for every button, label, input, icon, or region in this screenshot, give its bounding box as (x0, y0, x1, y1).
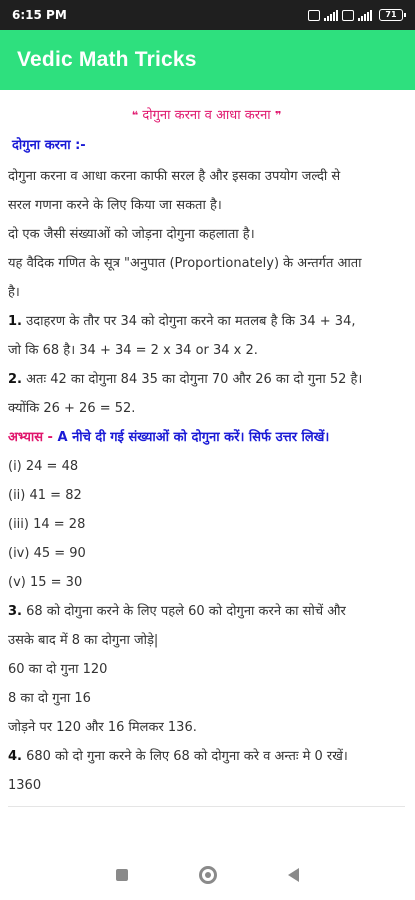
home-circle-icon[interactable] (199, 866, 217, 884)
app-bar (0, 30, 415, 90)
intro-line: सरल गणना करने के लिए किया जा सकता है। (8, 198, 222, 213)
answer-item: (iii) 14 = 28 (8, 517, 86, 532)
point-number: 2. (8, 372, 22, 387)
section-title (8, 105, 405, 123)
back-triangle-icon[interactable] (288, 868, 299, 882)
subhead-doubling: दोगुना करना :- (12, 138, 86, 153)
status-bar (0, 0, 415, 30)
answer-item: (v) 15 = 30 (8, 575, 83, 590)
signal-icon (324, 10, 338, 21)
exercise-heading (8, 423, 405, 452)
intro-line: दोगुना करना व आधा करना काफी सरल है और इसका उपयोग जल्दी से (8, 169, 341, 184)
point-4 (8, 742, 405, 771)
battery-icon: 71 (379, 9, 403, 21)
system-nav-bar (0, 850, 415, 900)
article-content[interactable] (0, 90, 415, 850)
point-text: अतः 42 का दोगुना 84 35 का दोगुना 70 और 26 का दो गुना 52 है। (21, 372, 363, 387)
step-line: जोड़ने पर 120 और 16 मिलकर 136. (8, 720, 197, 735)
signal-icon (358, 10, 372, 21)
status-icons (308, 9, 403, 21)
point-text: 680 को दो गुना करने के लिए 68 को दोगुना करे व अन्तः मे 0 रखें। (21, 749, 348, 764)
status-time: 6:15 PM (12, 8, 67, 22)
sim-icon (342, 10, 354, 21)
point-3-continued: उसके बाद में 8 का दोगुना जोड़े| (8, 633, 159, 648)
point-2-continued: क्योंकि 26 + 26 = 52. (8, 401, 136, 416)
point-number: 1. (8, 314, 22, 329)
section-title-text: दोगुना करना व आधा करना (142, 108, 271, 123)
step-line: 60 का दो गुना 120 (8, 662, 108, 677)
answer-item: (i) 24 = 48 (8, 459, 79, 474)
point-1 (8, 307, 405, 336)
point-4-answer: 1360 (8, 778, 42, 793)
point-1-continued: जो कि 68 है। 34 + 34 = 2 x 34 or 34 x 2. (8, 343, 258, 358)
recents-square-icon[interactable] (116, 869, 128, 881)
sutra-line: है। (8, 285, 20, 300)
point-2 (8, 365, 405, 394)
definition-line: दो एक जैसी संख्याओं को जोड़ना दोगुना कहलाता है। (8, 227, 255, 242)
exercise-text: A नीचे दी गई संख्याओं को दोगुना करें। सिर्फ उत्तर लिखें। (57, 430, 330, 445)
sim-icon (308, 10, 320, 21)
point-text: उदाहरण के तौर पर 34 को दोगुना करने का मतलब है कि 34 + 34, (21, 314, 356, 329)
app-title: Vedic Math Tricks (17, 48, 197, 71)
answer-item: (iv) 45 = 90 (8, 546, 86, 561)
divider (8, 806, 405, 807)
point-text: 68 को दोगुना करने के लिए पहले 60 को दोगुना करने का सोचें और (21, 604, 346, 619)
point-number: 4. (8, 749, 22, 764)
point-3 (8, 597, 405, 626)
exercise-prefix: अभ्यास - (8, 430, 58, 445)
answer-item: (ii) 41 = 82 (8, 488, 82, 503)
step-line: 8 का दो गुना 16 (8, 691, 91, 706)
point-number: 3. (8, 604, 22, 619)
quote-open-icon: ❝ (131, 109, 139, 122)
quote-close-icon: ❞ (274, 109, 282, 122)
sutra-line: यह वैदिक गणित के सूत्र "अनुपात (Proportionately) के अन्तर्गत आता (8, 256, 362, 271)
